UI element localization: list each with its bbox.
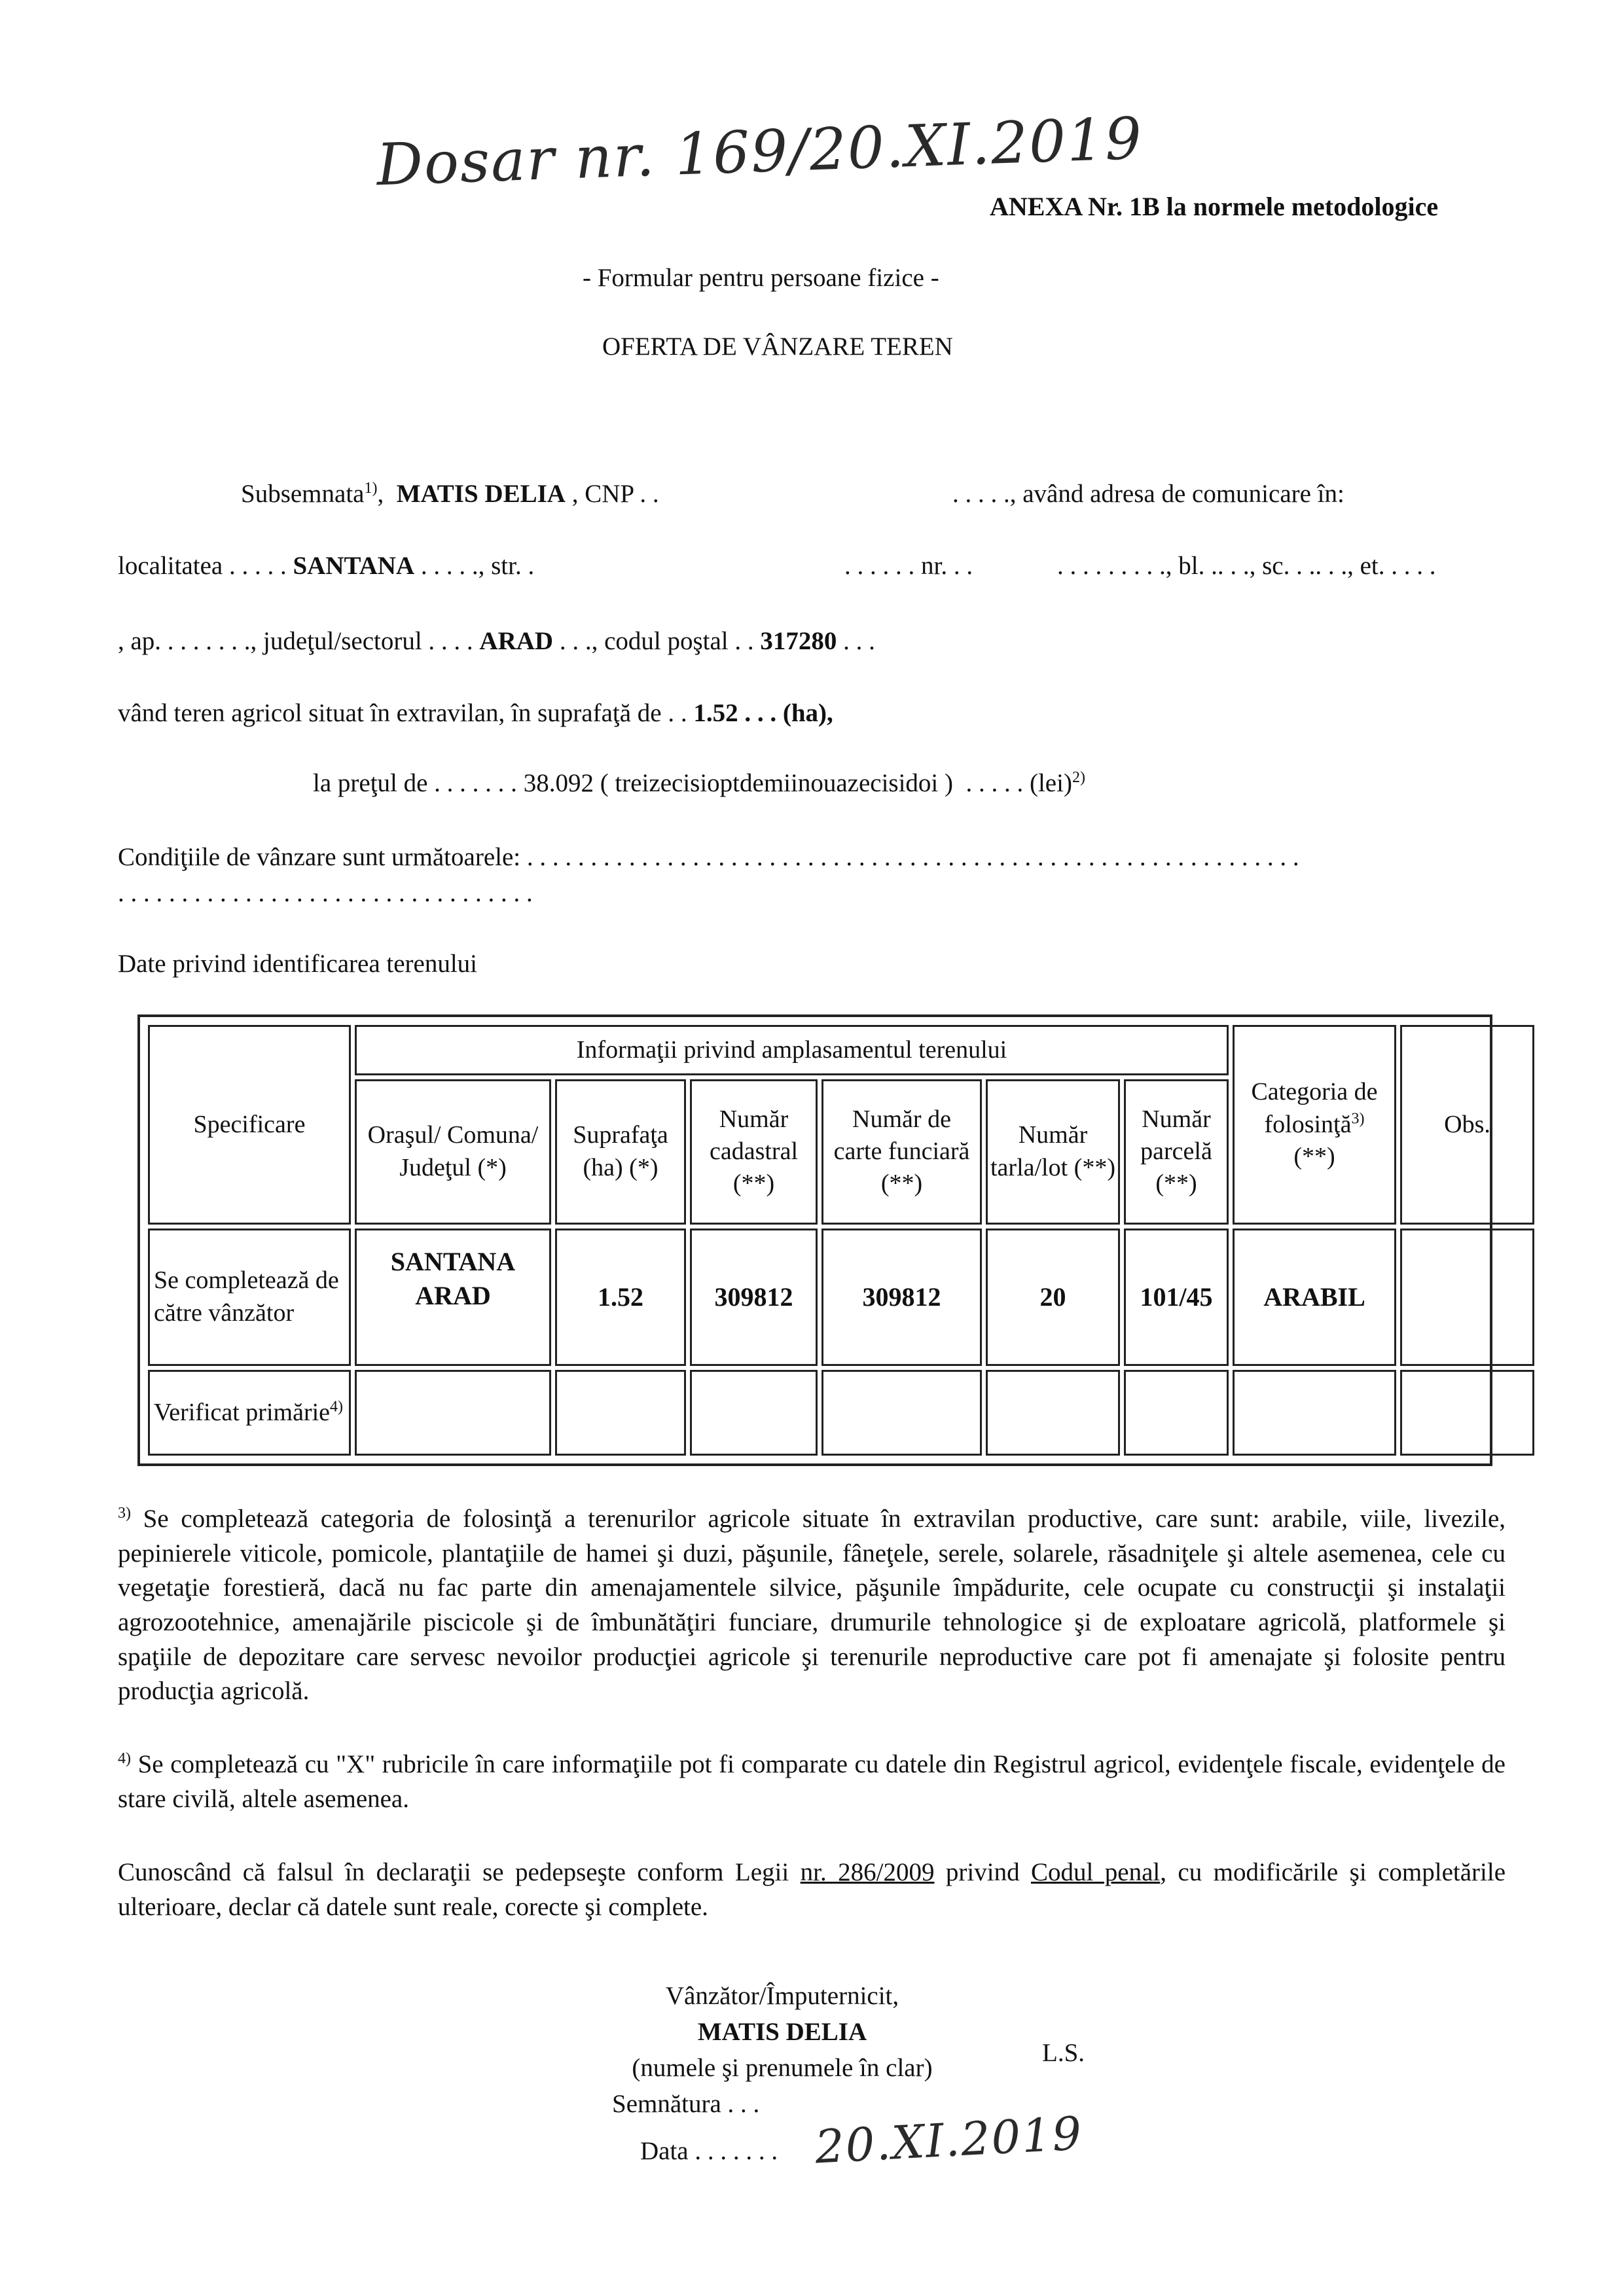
- footnote-3-text: Se completează categoria de folosinţă a terenurilor agricole situate în extravilan productive, care sunt: arabile, viile, livezile, pepinierele viticole, pomicole, plantaţiile de hamei şi duzi, păşunile, fâneţele, serele, solarele, răsadniţele şi altele asemenea, cele cu vegetaţie forestieră, dacă nu fac parte din amenajamentele silvice, păşunile împădurite, cele ocupate cu construcţii şi instalaţii agrozootehnice, amenajările piscicole şi de îmbunătăţiri funciare, drumurile tehnologice şi de exploatare agricolă, platformele şi spaţiile de depozitare care servesc nevoilor producţiei agricole şi terenurile neproductive care pot fi amenajate şi folosite pentru producţia agricolă.: [118, 1505, 1506, 1706]
- ap-judet-label: , ap. . . . . . . ., judeţul/sectorul . . . .: [118, 627, 473, 655]
- categoria-end: (**): [1293, 1143, 1335, 1171]
- row-seller-label: Se completează de către vânzător: [148, 1229, 351, 1366]
- str-label: . . . . ., str. .: [420, 552, 535, 580]
- sale-area-line: [118, 697, 833, 730]
- form-subtitle: - Formular pentru persoane fizice -: [583, 264, 939, 292]
- footnote-4-text: Se completează cu "X" rubricile în care informaţiile pot fi comparate cu datele din Registrul agricol, evidenţele fiscale, evidenţele de stare civilă, altele asemenea.: [118, 1750, 1506, 1813]
- penal-code-link[interactable]: Codul penal: [1031, 1858, 1161, 1886]
- cell-verify-tarla: [986, 1370, 1120, 1456]
- header-specificare: Specificare: [148, 1025, 351, 1225]
- subsemnata-label: Subsemnata: [241, 480, 365, 508]
- localitatea-value: SANTANA: [293, 552, 415, 580]
- header-carte-funciara: Număr de carte funciară (**): [821, 1079, 982, 1225]
- header-obs: Obs.: [1400, 1025, 1534, 1225]
- footnote-3-mark: 3): [118, 1505, 131, 1522]
- signature-ls: L.S.: [1042, 2039, 1085, 2067]
- conditions-line: Condiţiile de vânzare sunt următoarele: . . . . . . . . . . . . . . . . . . . . . . . . . . . . . . . . . . . . . . . . . . . . . . . . . . . . . . . . . . . . .: [118, 843, 1299, 871]
- signature-name: MATIS DELIA: [697, 2018, 867, 2046]
- footnote-3: [118, 1502, 1506, 1709]
- law-link[interactable]: nr. 286/2009: [800, 1858, 935, 1886]
- identification-title: Date privind identificarea terenului: [118, 950, 478, 978]
- cell-suprafata: 1.52: [555, 1229, 686, 1366]
- primarie-footnote-ref: 4): [330, 1398, 344, 1416]
- categoria-label: Categoria de folosinţă: [1251, 1078, 1378, 1138]
- cell-oras-judet: ARAD: [415, 1280, 491, 1310]
- declaration-part2: privind: [934, 1858, 1032, 1886]
- price-unit: . . . . . (lei): [965, 769, 1072, 797]
- footnote-ref-2: 2): [1072, 769, 1085, 786]
- cell-verify-suprafata: [555, 1370, 686, 1456]
- cell-verify-parcela: [1124, 1370, 1229, 1456]
- price-value: 38.092 ( treizecisioptdemiinouazecisidoi ): [523, 769, 953, 797]
- price-label: la preţul de . . . . . . .: [313, 769, 517, 797]
- form-title: OFERTA DE VÂNZARE TEREN: [602, 332, 953, 361]
- header-categoria: [1233, 1025, 1396, 1225]
- annex-title: ANEXA Nr. 1B la normele metodologice: [990, 192, 1439, 221]
- judet-value: ARAD: [479, 627, 554, 655]
- signature-data-label: Data . . . . . . .: [640, 2137, 778, 2165]
- categoria-footnote-ref: 3): [1351, 1110, 1365, 1128]
- row-primarie-label: [148, 1370, 351, 1456]
- header-location-group: Informaţii privind amplasamentul terenului: [355, 1025, 1229, 1075]
- signature-data-handwritten: 20.XI.2019: [814, 2106, 1085, 2174]
- signature-role: Vânzător/Împuternicit,: [665, 1982, 899, 2010]
- cnp-continuation: . . . . ., având adresa de comunicare în:: [952, 480, 1344, 508]
- handwritten-registration: Dosar nr. 169/20.XI.2019: [375, 104, 1144, 199]
- cell-verify-cadastral: [690, 1370, 818, 1456]
- signature-semnatura: Semnătura . . .: [612, 2090, 760, 2118]
- nr-label: . . . . . . nr. . .: [844, 552, 973, 580]
- footnote-4-mark: 4): [118, 1750, 131, 1767]
- header-cadastral: Număr cadastral (**): [690, 1079, 818, 1225]
- land-identification-table: [137, 1014, 1492, 1466]
- cell-obs: [1400, 1229, 1534, 1366]
- area-value: 1.52: [693, 699, 738, 727]
- declaration: [118, 1856, 1506, 1924]
- footnote-ref-1: 1): [364, 480, 378, 497]
- cod-postal-label: . . ., codul poştal . .: [559, 627, 754, 655]
- area-label: vând teren agricol situat în extravilan, în suprafaţă de . .: [118, 699, 687, 727]
- localitatea-label: localitatea . . . . .: [118, 552, 287, 580]
- cell-verify-categoria: [1233, 1370, 1396, 1456]
- cell-verify-oras: [355, 1370, 551, 1456]
- address-line-2: [118, 625, 875, 658]
- bl-sc-et-label: . . . . . . . . ., bl. .. . ., sc. . .. . ., et. . . . .: [1057, 552, 1436, 580]
- header-oras: Oraşul/ Comuna/ Judeţul (*): [355, 1079, 551, 1225]
- header-tarla: Număr tarla/lot (**): [986, 1079, 1120, 1225]
- cell-oras-localitate: SANTANA: [390, 1246, 516, 1276]
- conditions-dots: . . . . . . . . . . . . . . . . . . . . . . . . . . . . . . . . .: [118, 879, 533, 907]
- cod-postal-end: . . .: [843, 627, 875, 655]
- address-line-1: [118, 550, 534, 583]
- cell-parcela: 101/45: [1124, 1229, 1229, 1366]
- cell-tarla: 20: [986, 1229, 1120, 1366]
- header-suprafata: Suprafaţa (ha) (*): [555, 1079, 686, 1225]
- cell-categoria: ARABIL: [1233, 1229, 1396, 1366]
- sale-price-line: [313, 767, 1085, 800]
- header-parcela: Număr parcelă (**): [1124, 1079, 1229, 1225]
- cell-carte-funciara: 309812: [821, 1229, 982, 1366]
- cell-oras: [355, 1229, 551, 1366]
- cell-verify-obs: [1400, 1370, 1534, 1456]
- signature-name-note: (numele şi prenumele în clar): [632, 2054, 933, 2082]
- declaration-part3: , cu modificările şi completările ulterioare, declar că datele sunt reale, corecte şi complete.: [118, 1858, 1506, 1921]
- seller-name: MATIS DELIA: [396, 480, 566, 508]
- primarie-label: Verificat primărie: [154, 1398, 331, 1426]
- declaration-part1: Cunoscând că falsul în declaraţii se pedepseşte conform Legii: [118, 1858, 801, 1886]
- cell-verify-carte: [821, 1370, 982, 1456]
- footnote-4: [118, 1748, 1506, 1816]
- seller-line: Subsemnata$^{1)}$, MATIS DELIA , CNP . .: [241, 480, 659, 508]
- area-unit: . . . (ha),: [744, 699, 833, 727]
- cnp-label: , CNP . .: [571, 480, 659, 508]
- cod-postal-value: 317280: [760, 627, 837, 655]
- cell-cadastral: 309812: [690, 1229, 818, 1366]
